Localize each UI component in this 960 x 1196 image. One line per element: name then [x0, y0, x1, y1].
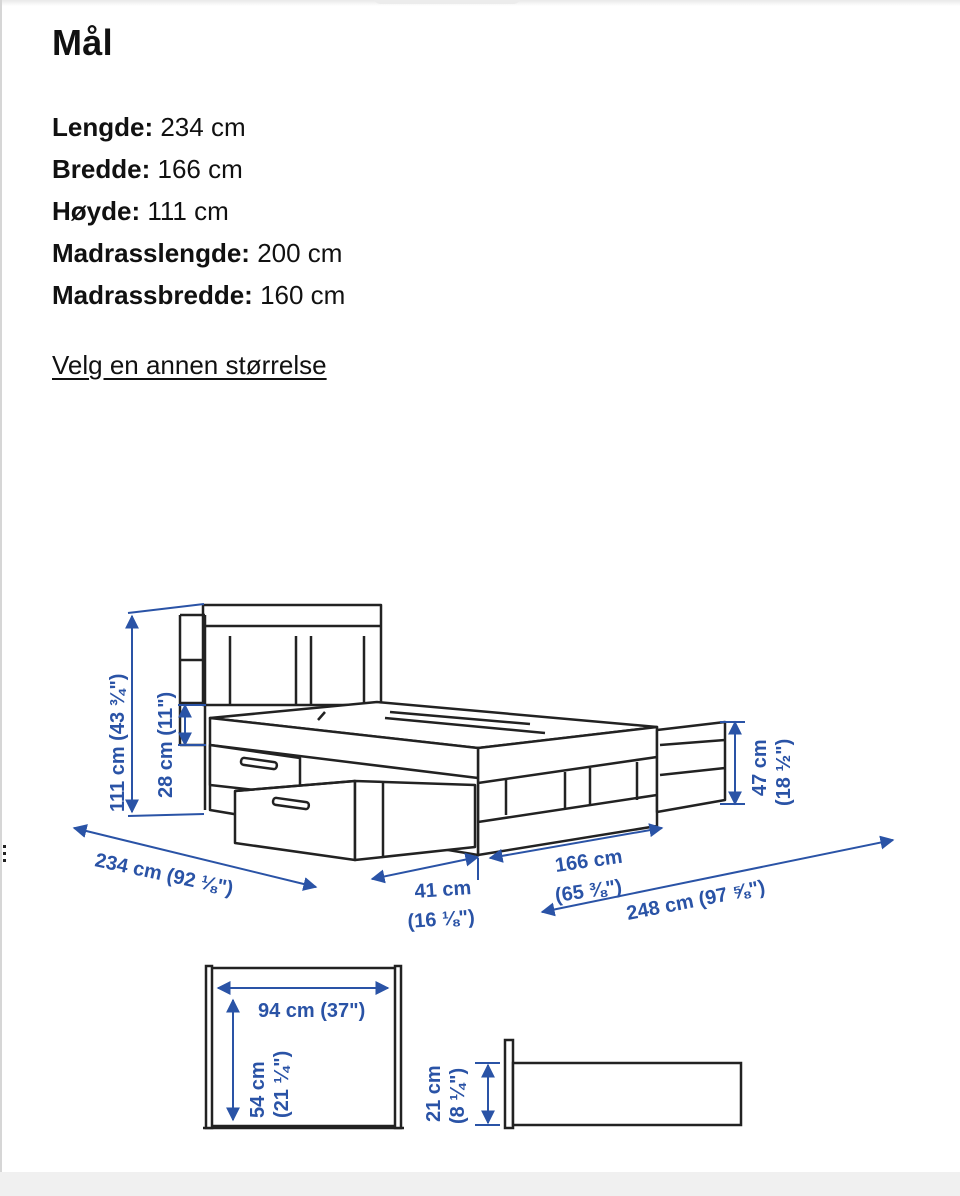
dim-height-total: 111 cm (43 ¾") — [107, 673, 129, 812]
dim-drawer-length-cm: 54 cm — [247, 1061, 269, 1118]
dim-side-height-cm: 47 cm — [749, 739, 771, 796]
dim-drawer-length-in: (21 ¼") — [271, 1050, 293, 1118]
dimension-value: 111 cm — [147, 196, 229, 226]
dimension-label: Høyde: — [52, 196, 141, 226]
dimension-lines — [74, 604, 893, 1125]
dim-width-cm: 166 cm — [553, 845, 624, 877]
dim-drawer-depth-in: (16 ⅛") — [406, 906, 476, 933]
dimension-label: Madrassbredde: — [52, 280, 253, 310]
dimension-label: Madrasslengde: — [52, 238, 250, 268]
bottom-strip — [0, 1172, 960, 1196]
dimension-label: Bredde: — [52, 154, 151, 184]
dim-drawer-width: 94 cm (37") — [258, 1000, 366, 1022]
dimension-value: 200 cm — [257, 238, 343, 268]
dim-drawer-height-in: (8 ¼") — [447, 1067, 469, 1124]
dim-width-in: (65 ⅜") — [553, 875, 624, 907]
dim-total-width: 248 cm (97 ⅝") — [624, 876, 768, 925]
dimension-value: 166 cm — [157, 154, 243, 184]
bed-illustration — [180, 605, 725, 860]
dimension-value: 234 cm — [160, 112, 246, 142]
dim-shelf-height: 28 cm (11") — [155, 691, 177, 798]
dim-drawer-height-cm: 21 cm — [423, 1065, 445, 1122]
dim-length: 234 cm (92 ⅛") — [92, 849, 236, 901]
dim-drawer-depth-cm: 41 cm — [413, 877, 472, 903]
dimension-label: Lengde: — [52, 112, 154, 142]
dimension-value: 160 cm — [260, 280, 346, 310]
dim-side-height-in: (18 ½") — [773, 738, 795, 806]
choose-other-size-link[interactable]: Velg en annen størrelse — [52, 350, 327, 380]
page-title: Mål — [52, 22, 113, 63]
